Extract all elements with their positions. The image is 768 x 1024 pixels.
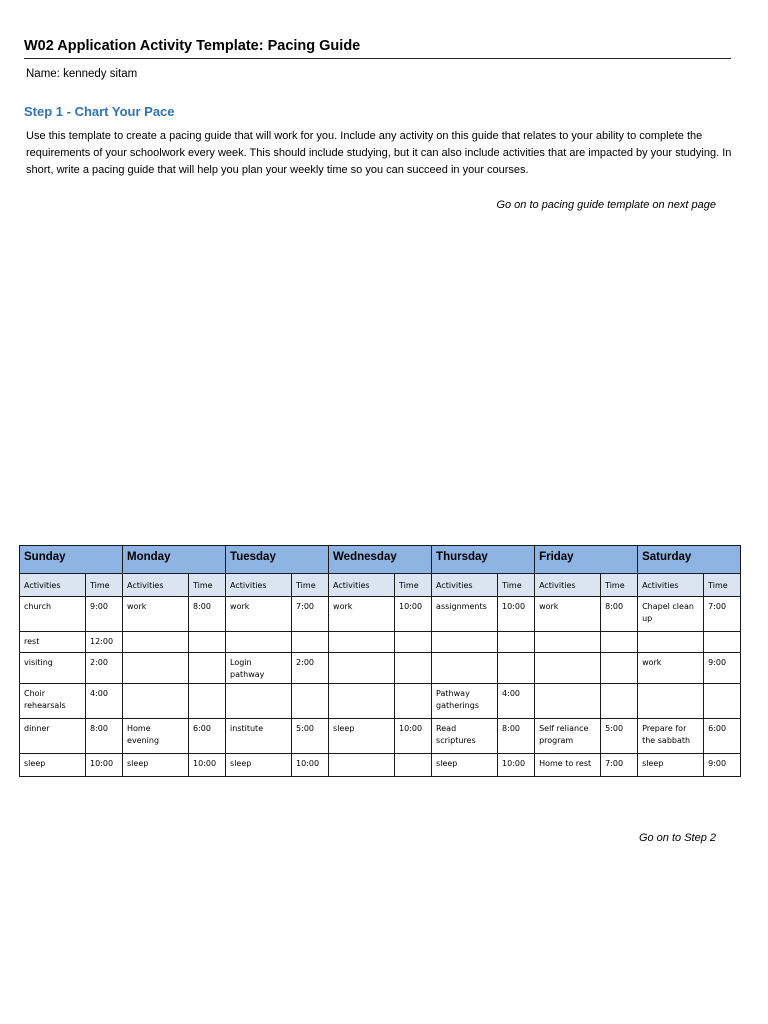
time-cell: 9:00	[704, 754, 741, 777]
activity-cell	[226, 684, 292, 719]
activity-cell	[535, 632, 601, 653]
time-cell: 8:00	[498, 719, 535, 754]
day-header-friday: Friday	[535, 546, 638, 574]
activity-cell	[123, 684, 189, 719]
time-header: Time	[601, 574, 638, 597]
day-header-wednesday: Wednesday	[329, 546, 432, 574]
time-cell: 8:00	[601, 597, 638, 632]
activity-cell: Home to rest	[535, 754, 601, 777]
activity-cell: Self reliance program	[535, 719, 601, 754]
time-cell	[704, 684, 741, 719]
go-to-step-2-note: Go on to Step 2	[638, 832, 716, 844]
time-cell	[498, 653, 535, 684]
time-cell: 8:00	[189, 597, 226, 632]
activities-header: Activities	[226, 574, 292, 597]
activity-cell: sleep	[20, 754, 86, 777]
time-cell: 9:00	[704, 653, 741, 684]
time-cell: 10:00	[395, 597, 432, 632]
activity-cell	[329, 632, 395, 653]
activity-cell: Login pathway	[226, 653, 292, 684]
activity-cell	[329, 684, 395, 719]
time-header: Time	[704, 574, 741, 597]
time-header: Time	[189, 574, 226, 597]
activity-cell: Pathway gatherings	[432, 684, 498, 719]
pacing-guide-table	[19, 545, 741, 777]
time-cell	[601, 653, 638, 684]
time-cell	[292, 632, 329, 653]
time-cell: 4:00	[86, 684, 123, 719]
time-cell	[395, 754, 432, 777]
activity-cell: work	[535, 597, 601, 632]
time-header: Time	[292, 574, 329, 597]
time-cell: 8:00	[86, 719, 123, 754]
activities-header: Activities	[329, 574, 395, 597]
activity-cell: sleep	[329, 719, 395, 754]
activity-cell: work	[329, 597, 395, 632]
time-cell: 7:00	[704, 597, 741, 632]
time-cell: 10:00	[86, 754, 123, 777]
activity-cell: sleep	[638, 754, 704, 777]
activity-cell	[329, 754, 395, 777]
activities-header: Activities	[432, 574, 498, 597]
time-cell: 5:00	[601, 719, 638, 754]
activity-cell: work	[123, 597, 189, 632]
activity-cell: Chapel clean up	[638, 597, 704, 632]
time-cell	[704, 632, 741, 653]
activity-cell: sleep	[432, 754, 498, 777]
time-header: Time	[498, 574, 535, 597]
time-cell	[498, 632, 535, 653]
time-cell: 2:00	[292, 653, 329, 684]
time-cell	[601, 632, 638, 653]
day-header-row	[20, 546, 741, 574]
time-cell: 2:00	[86, 653, 123, 684]
activities-header: Activities	[535, 574, 601, 597]
table-row	[20, 597, 741, 632]
activity-cell: visiting	[20, 653, 86, 684]
time-cell	[601, 684, 638, 719]
activity-cell	[329, 653, 395, 684]
day-header-tuesday: Tuesday	[226, 546, 329, 574]
name-line: Name: kennedy sitam	[26, 68, 138, 80]
activity-cell	[432, 632, 498, 653]
activity-cell	[535, 653, 601, 684]
time-header: Time	[86, 574, 123, 597]
activity-cell: dinner	[20, 719, 86, 754]
activity-cell: sleep	[123, 754, 189, 777]
activities-header: Activities	[123, 574, 189, 597]
activity-cell: rest	[20, 632, 86, 653]
activities-header: Activities	[20, 574, 86, 597]
activity-cell: Read scriptures	[432, 719, 498, 754]
activity-cell	[638, 632, 704, 653]
time-cell: 7:00	[601, 754, 638, 777]
activity-cell: work	[226, 597, 292, 632]
day-header-monday: Monday	[123, 546, 226, 574]
document-title: W02 Application Activity Template: Pacing Guide	[24, 38, 731, 59]
time-cell: 10:00	[292, 754, 329, 777]
activity-cell: church	[20, 597, 86, 632]
day-header-thursday: Thursday	[432, 546, 535, 574]
time-cell: 6:00	[189, 719, 226, 754]
activity-cell: Choir rehearsals	[20, 684, 86, 719]
activity-cell	[123, 632, 189, 653]
time-cell	[189, 684, 226, 719]
time-cell: 10:00	[189, 754, 226, 777]
table-row	[20, 684, 741, 719]
activities-header: Activities	[638, 574, 704, 597]
time-cell	[395, 653, 432, 684]
time-cell: 9:00	[86, 597, 123, 632]
table-row	[20, 754, 741, 777]
table-row	[20, 719, 741, 754]
time-cell	[189, 632, 226, 653]
step-heading: Step 1 - Chart Your Pace	[24, 104, 175, 119]
activity-cell	[123, 653, 189, 684]
time-header: Time	[395, 574, 432, 597]
time-cell	[292, 684, 329, 719]
next-page-note: Go on to pacing guide template on next page	[496, 199, 716, 211]
activity-cell: institute	[226, 719, 292, 754]
activity-cell	[638, 684, 704, 719]
time-cell: 4:00	[498, 684, 535, 719]
intro-paragraph: Use this template to create a pacing guide that will work for you. Include any activity on this guide that relates to your ability to complete the requirements of your schoolwork every week. This should include studying, but it can also include activities that are impacted by your studying. In short, write a pacing guide that will help you plan your weekly time so you can succeed in your courses.	[26, 130, 732, 176]
day-header-saturday: Saturday	[638, 546, 741, 574]
activity-cell: Prepare for the sabbath	[638, 719, 704, 754]
table-row	[20, 632, 741, 653]
time-cell: 10:00	[395, 719, 432, 754]
time-cell: 7:00	[292, 597, 329, 632]
time-cell: 12:00	[86, 632, 123, 653]
activity-cell: sleep	[226, 754, 292, 777]
time-cell: 10:00	[498, 597, 535, 632]
column-header-row	[20, 574, 741, 597]
time-cell	[189, 653, 226, 684]
time-cell: 5:00	[292, 719, 329, 754]
activity-cell: work	[638, 653, 704, 684]
activity-cell: Home evening	[123, 719, 189, 754]
table-row	[20, 653, 741, 684]
time-cell	[395, 684, 432, 719]
activity-cell	[432, 653, 498, 684]
activity-cell	[226, 632, 292, 653]
activity-cell: assignments	[432, 597, 498, 632]
time-cell: 10:00	[498, 754, 535, 777]
time-cell	[395, 632, 432, 653]
day-header-sunday: Sunday	[20, 546, 123, 574]
time-cell: 6:00	[704, 719, 741, 754]
activity-cell	[535, 684, 601, 719]
